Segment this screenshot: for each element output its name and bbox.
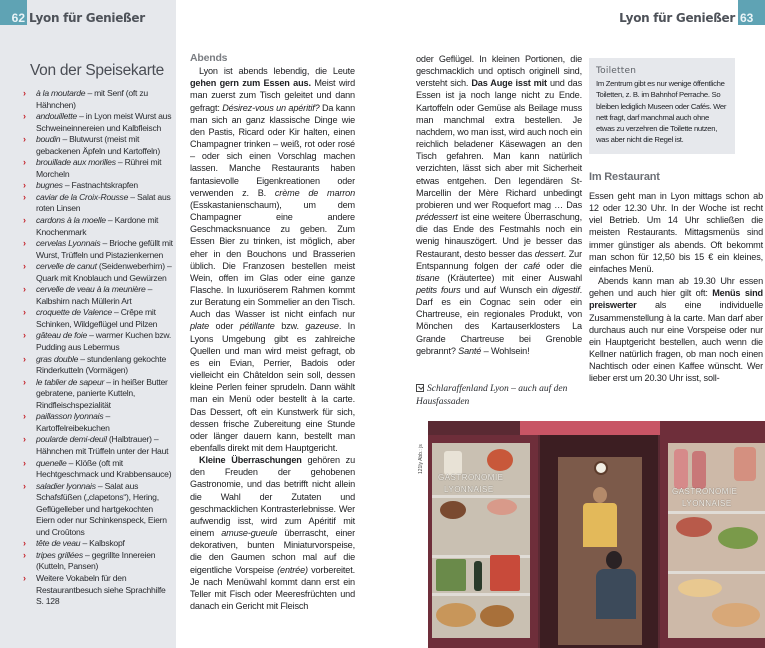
glossary-term: boudin: [36, 134, 61, 145]
glossary-definition: – Rührei mit Morcheln: [36, 157, 162, 179]
food-plate: [712, 603, 760, 627]
glossary-item: [23, 573, 173, 608]
bullet-chevron-icon: ›: [23, 238, 26, 249]
bullet-chevron-icon: ›: [23, 111, 26, 122]
column-restaurant: [589, 190, 763, 385]
glossary-definition: – warmer Kuchen bzw. Pudding aus Lebermus: [36, 330, 172, 353]
glossary-item: [23, 550, 173, 573]
bread: [436, 603, 476, 627]
photo-restaurant-facade-mural: [428, 421, 765, 648]
awning: [520, 421, 672, 435]
waiter-figure: [583, 503, 617, 547]
paragraph: Essen geht man in Lyon mittags schon ab 12 oder 12.30 Uhr. In der Woche ist recht viel Betrieb. Um 14 Uhr schließen die meisten Restaurants. Mittagsmenüs sind immer günstiger als abends. Oft bekommt man schon für 12,50 bis 15 € ein kleines, einfaches Menü.: [589, 191, 763, 274]
glossary-item: [23, 354, 173, 377]
glossary-definition: – Fastnachtskrapfen: [62, 180, 138, 191]
bullet-chevron-icon: ›: [23, 88, 26, 98]
glossary-term: cervelas Lyonnais: [36, 238, 101, 249]
glossary-term: saladier lyonnais: [36, 480, 96, 491]
diner-figure: [596, 569, 636, 619]
glossary-definition: – stundenlang gekochte Rinderkutteln (Vormägen): [36, 353, 167, 376]
bullet-chevron-icon: ›: [23, 134, 26, 145]
glossary-definition: – in heißer Butter gebratene, panierte Kutteln, Rindfleischspezialität: [36, 376, 168, 410]
bullet-chevron-icon: ›: [23, 284, 26, 295]
bullet-chevron-icon: ›: [23, 572, 26, 583]
glossary-definition: Weitere Vokabeln für den Restaurantbesuch siehe Sprachhilfe S. 128: [36, 572, 166, 607]
bread: [480, 605, 514, 627]
bullet-chevron-icon: ›: [23, 549, 26, 560]
shelf: [668, 511, 765, 514]
glossary-term: à la moutarde: [36, 88, 86, 98]
clock: [594, 461, 608, 475]
glossary-item: [23, 215, 173, 238]
glossary-item: [23, 111, 173, 134]
glossary-term: croquette de Valence: [36, 307, 112, 318]
bullet-chevron-icon: ›: [23, 330, 26, 341]
glossary-item: [23, 377, 173, 412]
shop-sign-right-2: LYONNAISE: [682, 499, 732, 508]
glossary-definition: (Seidenweberhirn) – Quark mit Knoblauch und Gewürzen: [36, 261, 172, 283]
diner-head: [606, 551, 622, 569]
glossary-item: [23, 284, 173, 307]
food-item: [487, 449, 513, 471]
photo-caption: Schlaraffenland Lyon – auch auf den Hausfassaden: [416, 384, 568, 407]
bullet-chevron-icon: ›: [23, 480, 26, 491]
shop-window-right: [668, 443, 765, 638]
bullet-chevron-icon: ›: [23, 261, 26, 272]
glossary-item: [23, 261, 173, 284]
bullet-chevron-icon: ›: [23, 307, 26, 318]
glossary-term: bugnes: [36, 180, 63, 191]
glossary-item: [23, 307, 173, 330]
glossary-term: tripes grillées: [36, 549, 83, 560]
glossary-definition: – Salat aus Schafsfüßen („clapetons“), Hering, Geflügelleber und hartgekochten Eiern oder nur Schinkenspeck, Eiern und Croûtons: [36, 480, 167, 537]
column-dessert: [416, 53, 582, 357]
glossary-item: [23, 458, 173, 481]
bullet-chevron-icon: ›: [23, 411, 26, 422]
glossary-item: [23, 538, 173, 550]
glossary-item: [23, 330, 173, 353]
salad: [718, 527, 758, 549]
food-item: [487, 499, 517, 515]
glossary-definition: – mit Senf (oft zu Hähnchen): [36, 88, 148, 110]
glossary-item: [23, 411, 173, 434]
glossary-definition: – Blutwurst (meist mit gebackenen Äpfeln und Kartoffeln): [36, 134, 160, 156]
hanging-sausage: [674, 449, 688, 489]
glossary-item: [23, 157, 173, 180]
paragraph: oder Geflügel. In kleinen Portionen, die geschmacklich und optisch originell sind, versteht sich. Das Auge isst mit und das Essen ist ja noch lange nicht zu Ende. Kartoffeln oder Gemüse als Beilage muss man manchmal extra bestellen. Je nachdem, wo man isst, wird auch noch ein reichlich beladener Käsewagen an den Tisch gefahren. Man kann natürlich verzichten, lässt sich aber mit Sicherheit etwas entgehen. Den legendären St-Marcellin der Mère Richard unbedingt probieren und wer Roquefort mag … Das prédessert ist eine weitere Überraschung, die das Ende des Festmahls noch ein wenig hinauszögert. Und je besser das Restaurant, desto besser das dessert. Zur Entspannung folgen der café oder die tisane (Kräutertee) mit einer Auswahl petits fours und auf Wunsch ein digestif. Darf es ein Cognac sein oder ein Chartreuse, ein regionales Produkt, von Mönchen des Kartauserklosters La Grande Chartreuse bei Grenoble gebrannt? Santé – Wohlsein!: [416, 54, 583, 356]
glossary-definition: – Brioche gefüllt mit Wurst, Trüffeln und Pistazienkernen: [36, 238, 173, 260]
bullet-chevron-icon: ›: [23, 157, 26, 168]
paragraph: Kleine Überraschungen gehören zu den Freuden der gehobenen Gastronomie, und das betrifft nicht allein die Wahl der Zutaten und geschmacklichen Kontrasterlebnisse. Wer aufwendig isst, wird zum Apéritif mit einem amuse-gueule überrascht, einer dekorativen, bunten Miniaturvorspeise, die den Gaumen schon mal auf die eigentliche Vorspeise (entrée) vorbereitet. Je nach Menüwahl kommt dann erst ein Teller mit Fisch oder Meeresfrüchten und danach ein Gericht mit Fleisch: [190, 455, 355, 612]
hanging-sausage: [692, 451, 706, 489]
page-number-right: 63: [738, 0, 765, 25]
bullet-chevron-icon: ›: [23, 353, 26, 364]
glossary-term: poularde demi-deuil: [36, 434, 107, 445]
food-item: [440, 501, 466, 519]
bullet-chevron-icon: ›: [23, 215, 26, 226]
glossary-term: andouillette: [36, 111, 77, 122]
bullet-chevron-icon: ›: [23, 191, 26, 202]
glossary-term: cervelle de veau à la meunière: [36, 284, 146, 295]
shelf: [432, 593, 530, 596]
glossary-term: gras double: [36, 353, 79, 364]
glossary-item: [23, 134, 173, 157]
bullet-chevron-icon: ›: [23, 180, 26, 191]
glossary-term: cardons à la moelle: [36, 215, 106, 226]
glossary-item: [23, 434, 173, 457]
glossary-definition: – in Lyon meist Wurst aus Schweineinnereien und Kalbfleisch: [36, 111, 172, 133]
infobox-title: Toiletten: [596, 66, 637, 76]
shop-sign-left-2: LYONNAISE: [444, 485, 494, 494]
glossary-item: [23, 481, 173, 539]
sidebar-title: Von der Speisekarte: [30, 62, 164, 79]
glossary-definition: – Kartoffelreibekuchen: [36, 411, 111, 433]
paragraph: Abends kann man ab 19.30 Uhr essen gehen und auch hier gilt oft: Menüs sind preiswerter als eine individuelle Zusammenstellung à la carte. Man darf aber durchaus auch nur eine Vorspeise oder nur ein Hauptgericht bestellen, auch wenn die Kellner natürlich fragen, ob man noch einen Nachtisch oder einen Kaffee wünscht. Wer lieber erst um 20.30 Uhr isst, soll-: [589, 276, 763, 384]
glossary-item: [23, 238, 173, 261]
glossary-definition: – Klöße (oft mit Hechtgeschmack und Krabbensauce): [36, 457, 172, 480]
bullet-chevron-icon: ›: [23, 457, 26, 468]
menu-glossary-list: [23, 88, 173, 608]
hanging-ham: [734, 447, 756, 481]
food-plate: [678, 579, 722, 597]
glossary-definition: – gegrillte Innereien (Kutteln, Pansen): [36, 549, 156, 572]
glossary-definition: (Halbtrauer) – Hähnchen mit Trüffeln unter der Haut: [36, 434, 169, 456]
shop-window-left: [432, 443, 530, 638]
section-heading-abends: Abends: [190, 52, 228, 64]
glossary-term: tête de veau: [36, 538, 81, 549]
glossary-term: brouillade aux morilles: [36, 157, 116, 168]
shelf: [432, 495, 530, 498]
infobox-toilets: [589, 58, 735, 154]
glossary-term: cervelle de canut: [36, 261, 97, 272]
bullet-chevron-icon: ›: [23, 376, 26, 387]
glossary-item: [23, 192, 173, 215]
caption-arrow-icon: [416, 384, 424, 392]
glossary-definition: – Kardone mit Knochenmark: [36, 215, 159, 237]
running-head-right: Lyon für Genießer: [619, 11, 735, 25]
waiter-head: [593, 487, 607, 503]
glossary-term: le tablier de sapeur: [36, 376, 105, 387]
glossary-definition: – Kalbshirn nach Müllerin Art: [36, 284, 153, 306]
column-evening: [190, 52, 355, 612]
food-item: [444, 451, 462, 475]
glossary-term: gâteau de foie: [36, 330, 87, 341]
glossary-term: paillasson lyonnais: [36, 411, 104, 422]
glossary-term: quenelle: [36, 457, 67, 468]
glossary-definition: – Crêpe mit Schinken, Wildgeflügel und Pilzen: [36, 307, 158, 329]
section-heading-restaurant: Im Restaurant: [589, 171, 660, 183]
bullet-chevron-icon: ›: [23, 434, 26, 445]
glossary-item: [23, 180, 173, 192]
books: [436, 559, 466, 591]
food-item: [490, 555, 520, 591]
page-number-left: 62: [0, 0, 27, 25]
shelf: [668, 571, 765, 574]
wine-bottle: [474, 561, 482, 591]
shop-sign-left-1: GASTRONOMIE: [438, 473, 504, 482]
shop-sign-right-1: GASTRONOMIE: [672, 487, 738, 496]
running-head-left: Lyon für Genießer: [29, 11, 145, 25]
bullet-chevron-icon: ›: [23, 538, 26, 549]
photo-credit: 121ly Abb.: js: [418, 444, 424, 474]
paragraph: Lyon ist abends lebendig, die Leute gehen gern zum Essen aus. Meist wird man zuerst zum Tisch geleitet und dann gefragt: Désirez-vous un apéritif? Da kann man sich an ganz klassische Dinge wie den Pastis, Ricard oder Kir halten, einen Champagner trinken – weiß, rot oder rosé – oder sich einen Vorschlag machen lassen. Manche Restaurants haben fantasievolle Eigenkreationen oder verwenden z. B. crème de marron (Esskastanienschaum), um dem Champagner eine andere Geschmacksnuance zu geben. Zum Essen Bier zu trinken, ist möglich, aber eher in den Bouchons und Brasserien üblich. Die Franzosen bestellen meist Wein, offen im Glas oder eine ganze Flasche. In luxuriöserem Rahmen kommt zur Beratung ein Sommelier an den Tisch. Auch das Wasser ist nicht einfach nur plate oder pétillante bzw. gazeuse. In Lyons Umgebung gibt es zahlreiche Quellen und man wird meist gefragt, ob es ein Evian, Perrier, Badois oder vielleicht ein Châteldon sein soll, dessen kleine Perlen feiner sprudeln. Dann wählt man ein Menü oder bestellt à la carte. Das Dessert, oft ein Kunstwerk für sich, dessen frische Zubereitung eine Stunde oder länger dauern kann, bestellt man ebenfalls direkt mit dem Hauptgericht.: [190, 66, 355, 453]
food-item: [676, 517, 712, 537]
infobox-text: Im Zentrum gibt es nur wenige öffentliche Toiletten, z. B. im Bahnhof Perrache. So bleiben lediglich Museen oder Cafés. Wer nett fragt, darf manchmal auch ohne etwas zu verzehren die Toilette nutzen, was aber nicht die Regel ist.: [596, 79, 727, 145]
glossary-definition: – Salat aus roten Linsen: [36, 191, 171, 214]
glossary-item: [23, 88, 173, 111]
glossary-term: caviar de la Croix-Rousse: [36, 191, 129, 202]
glossary-definition: – Kalbskopf: [80, 538, 125, 549]
